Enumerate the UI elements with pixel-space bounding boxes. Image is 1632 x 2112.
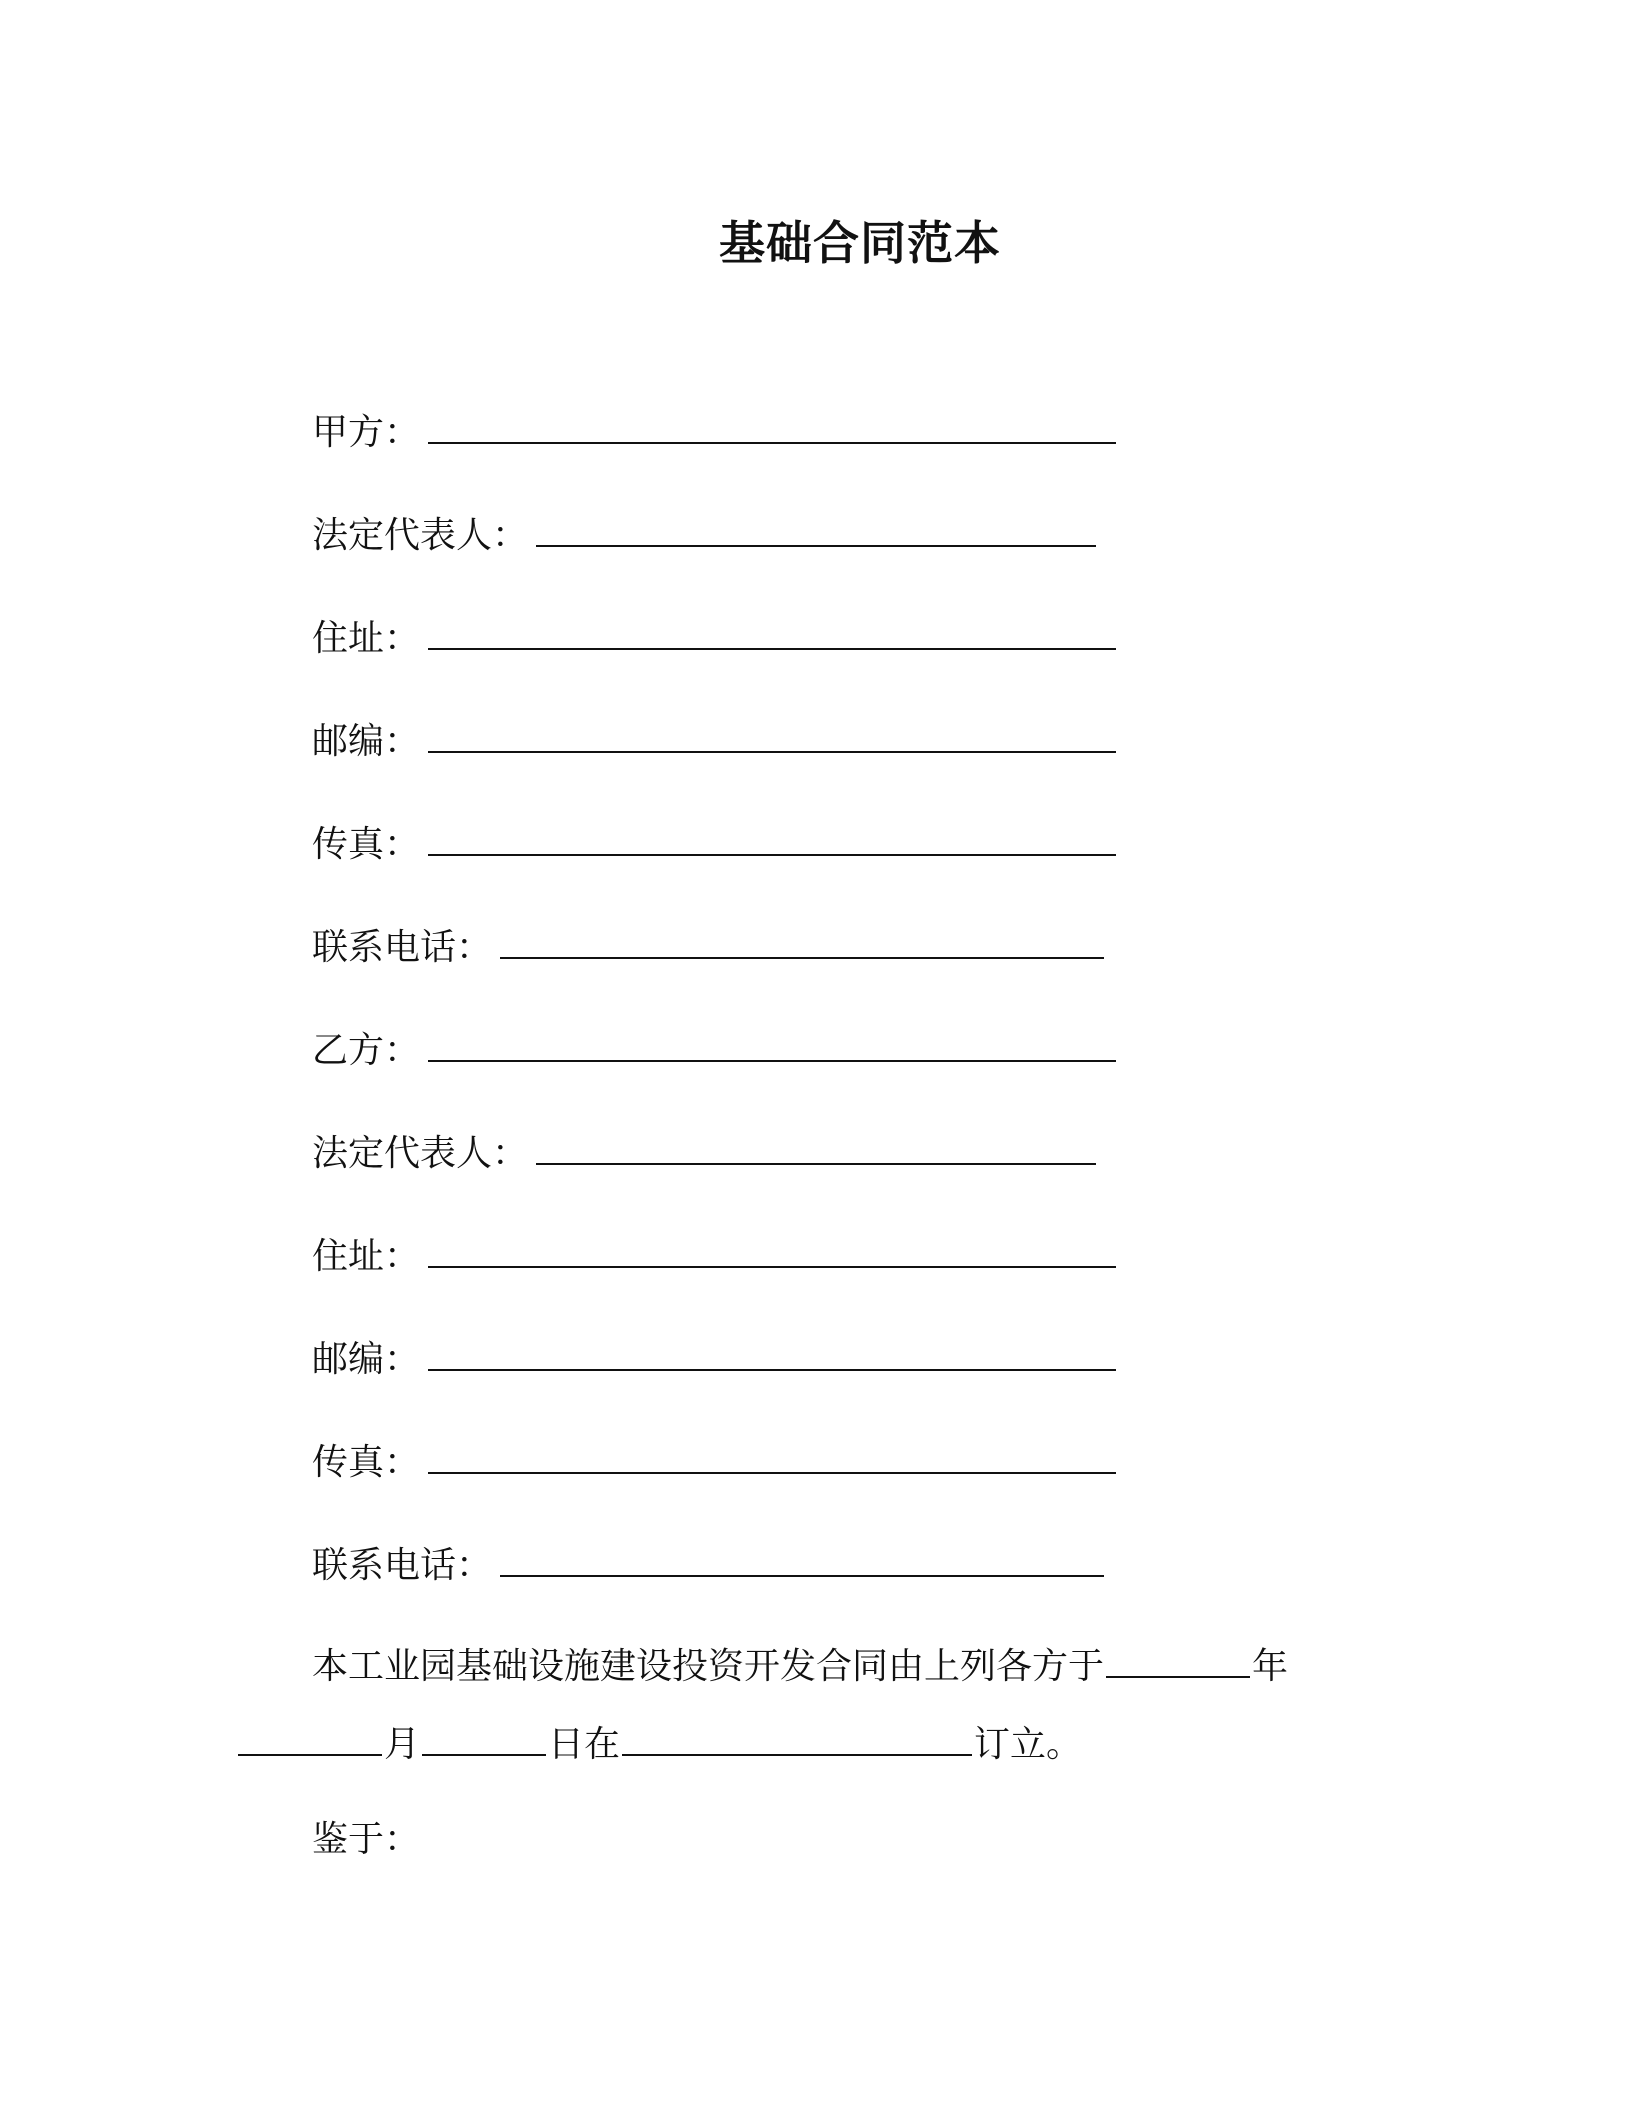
party-a-postcode-blank[interactable] <box>428 711 1116 753</box>
party-b-postcode-field <box>312 1329 1116 1385</box>
party-a-address-blank[interactable] <box>428 608 1116 650</box>
party-a-phone-blank[interactable] <box>500 917 1104 959</box>
party-b-blank[interactable] <box>428 1020 1116 1062</box>
party-a-fax-blank[interactable] <box>428 814 1116 856</box>
month-blank[interactable] <box>238 1714 382 1756</box>
party-b-phone-blank[interactable] <box>500 1535 1104 1577</box>
year-word: 年 <box>1252 1646 1289 1687</box>
year-blank[interactable] <box>1106 1636 1250 1678</box>
party-a-blank[interactable] <box>428 402 1116 444</box>
party-a-label: 甲方： <box>312 412 421 453</box>
day-blank[interactable] <box>422 1714 546 1756</box>
party-a-postcode-label: 邮编： <box>312 721 421 762</box>
party-a-fax-field <box>312 814 1116 870</box>
document-title: 基础合同范本 <box>719 216 1001 270</box>
party-a-fax-label: 传真： <box>312 824 421 865</box>
month-word: 月 <box>384 1724 421 1765</box>
party-b-legal-rep-field <box>312 1123 1096 1179</box>
party-b-legal-rep-label: 法定代表人： <box>312 1133 529 1174</box>
whereas-heading <box>312 1815 420 1865</box>
party-b-fax-field <box>312 1432 1116 1488</box>
party-b-postcode-blank[interactable] <box>428 1329 1116 1371</box>
intro-text: 本工业园基础设施建设投资开发合同由上列各方于 <box>312 1646 1105 1687</box>
party-b-phone-label: 联系电话： <box>312 1545 493 1586</box>
party-b-address-blank[interactable] <box>428 1226 1116 1268</box>
party-b-postcode-label: 邮编： <box>312 1339 421 1380</box>
party-b-legal-rep-blank[interactable] <box>536 1123 1096 1165</box>
party-a-postcode-field <box>312 711 1116 767</box>
party-a-legal-rep-label: 法定代表人： <box>312 515 529 556</box>
party-b-field <box>312 1020 1116 1076</box>
intro-line-1 <box>312 1636 1288 1692</box>
party-a-address-label: 住址： <box>312 618 421 659</box>
intro-line-2 <box>238 1714 1082 1770</box>
party-b-fax-label: 传真： <box>312 1442 421 1483</box>
party-a-legal-rep-blank[interactable] <box>536 505 1096 547</box>
party-b-label: 乙方： <box>312 1030 421 1071</box>
signed-word: 订立。 <box>974 1724 1083 1765</box>
party-b-fax-blank[interactable] <box>428 1432 1116 1474</box>
party-a-legal-rep-field <box>312 505 1096 561</box>
party-a-address-field <box>312 608 1116 664</box>
party-a-field <box>312 402 1116 458</box>
party-b-address-label: 住址： <box>312 1236 421 1277</box>
party-a-phone-field <box>312 917 1104 973</box>
day-place-word: 日在 <box>548 1724 621 1765</box>
place-blank[interactable] <box>622 1714 972 1756</box>
party-a-phone-label: 联系电话： <box>312 927 493 968</box>
whereas-label: 鉴于： <box>312 1819 421 1860</box>
party-b-address-field <box>312 1226 1116 1282</box>
party-b-phone-field <box>312 1535 1104 1591</box>
